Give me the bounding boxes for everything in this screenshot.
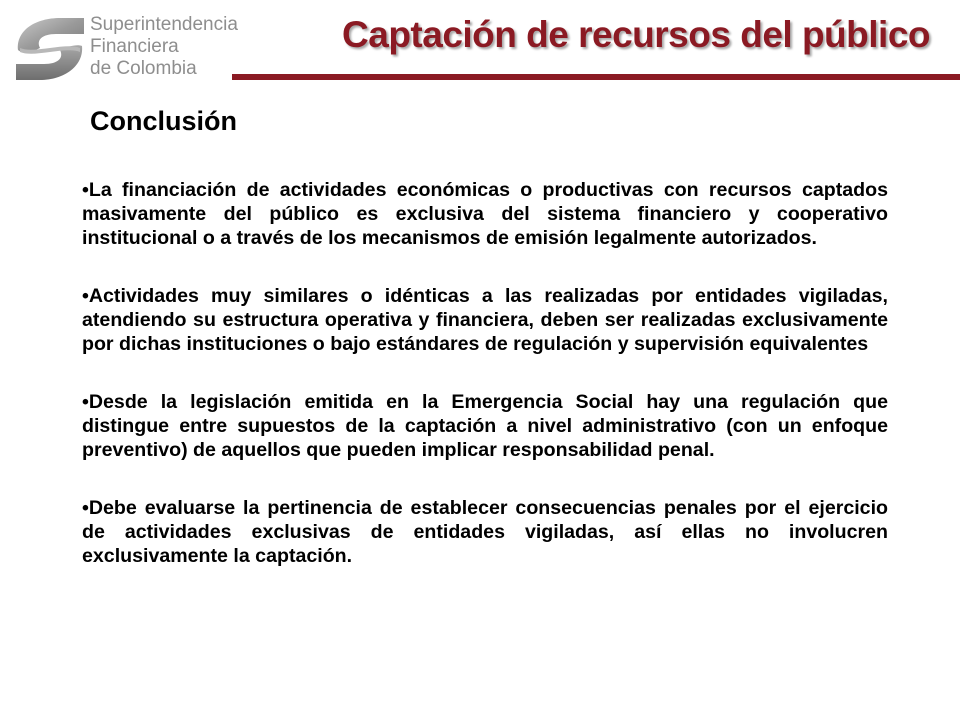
bullet-text: Desde la legislación emitida en la Emergencia Social hay una regulación que distingue entre supuestos de la captación a nivel administrativo (con un enfoque preventivo) de aquellos que pueden implicar responsabilidad penal. bbox=[82, 391, 888, 461]
bullet-item bbox=[82, 178, 888, 250]
bullet-marker: • bbox=[82, 179, 89, 201]
bullet-item bbox=[82, 390, 888, 462]
logo-line-3: de Colombia bbox=[90, 58, 197, 79]
logo bbox=[10, 8, 240, 88]
logo-line-1: Superintendencia bbox=[90, 14, 238, 35]
bullet-marker: • bbox=[82, 497, 89, 519]
bullet-text: Actividades muy similares o idénticas a las realizadas por entidades vigiladas, atendiendo su estructura operativa y financiera, deben ser realizadas exclusivamente por dichas instituciones o bajo estándares de regulación y supervisión equivalentes bbox=[82, 285, 888, 355]
logo-text bbox=[90, 14, 238, 80]
section-subtitle: Conclusión bbox=[90, 106, 237, 136]
logo-line-2: Financiera bbox=[90, 36, 179, 57]
bullet-item bbox=[82, 284, 888, 356]
title-underline bbox=[232, 74, 960, 80]
slide-title: Captación de recursos del público bbox=[342, 14, 930, 55]
bullet-marker: • bbox=[82, 285, 89, 307]
logo-s-mark-icon bbox=[10, 8, 90, 88]
bullet-text: La financiación de actividades económicas o productivas con recursos captados masivamente del público es exclusiva del sistema financiero y cooperativo institucional o a través de los mecanismos de emisión legalmente autorizados. bbox=[82, 179, 888, 249]
bullet-text: Debe evaluarse la pertinencia de establecer consecuencias penales por el ejercicio de actividades exclusivas de entidades vigiladas, así ellas no involucren exclusivamente la captación. bbox=[82, 497, 888, 567]
slide-header bbox=[0, 0, 960, 90]
bullet-marker: • bbox=[82, 391, 89, 413]
bullet-list bbox=[82, 178, 888, 602]
bullet-item bbox=[82, 496, 888, 568]
